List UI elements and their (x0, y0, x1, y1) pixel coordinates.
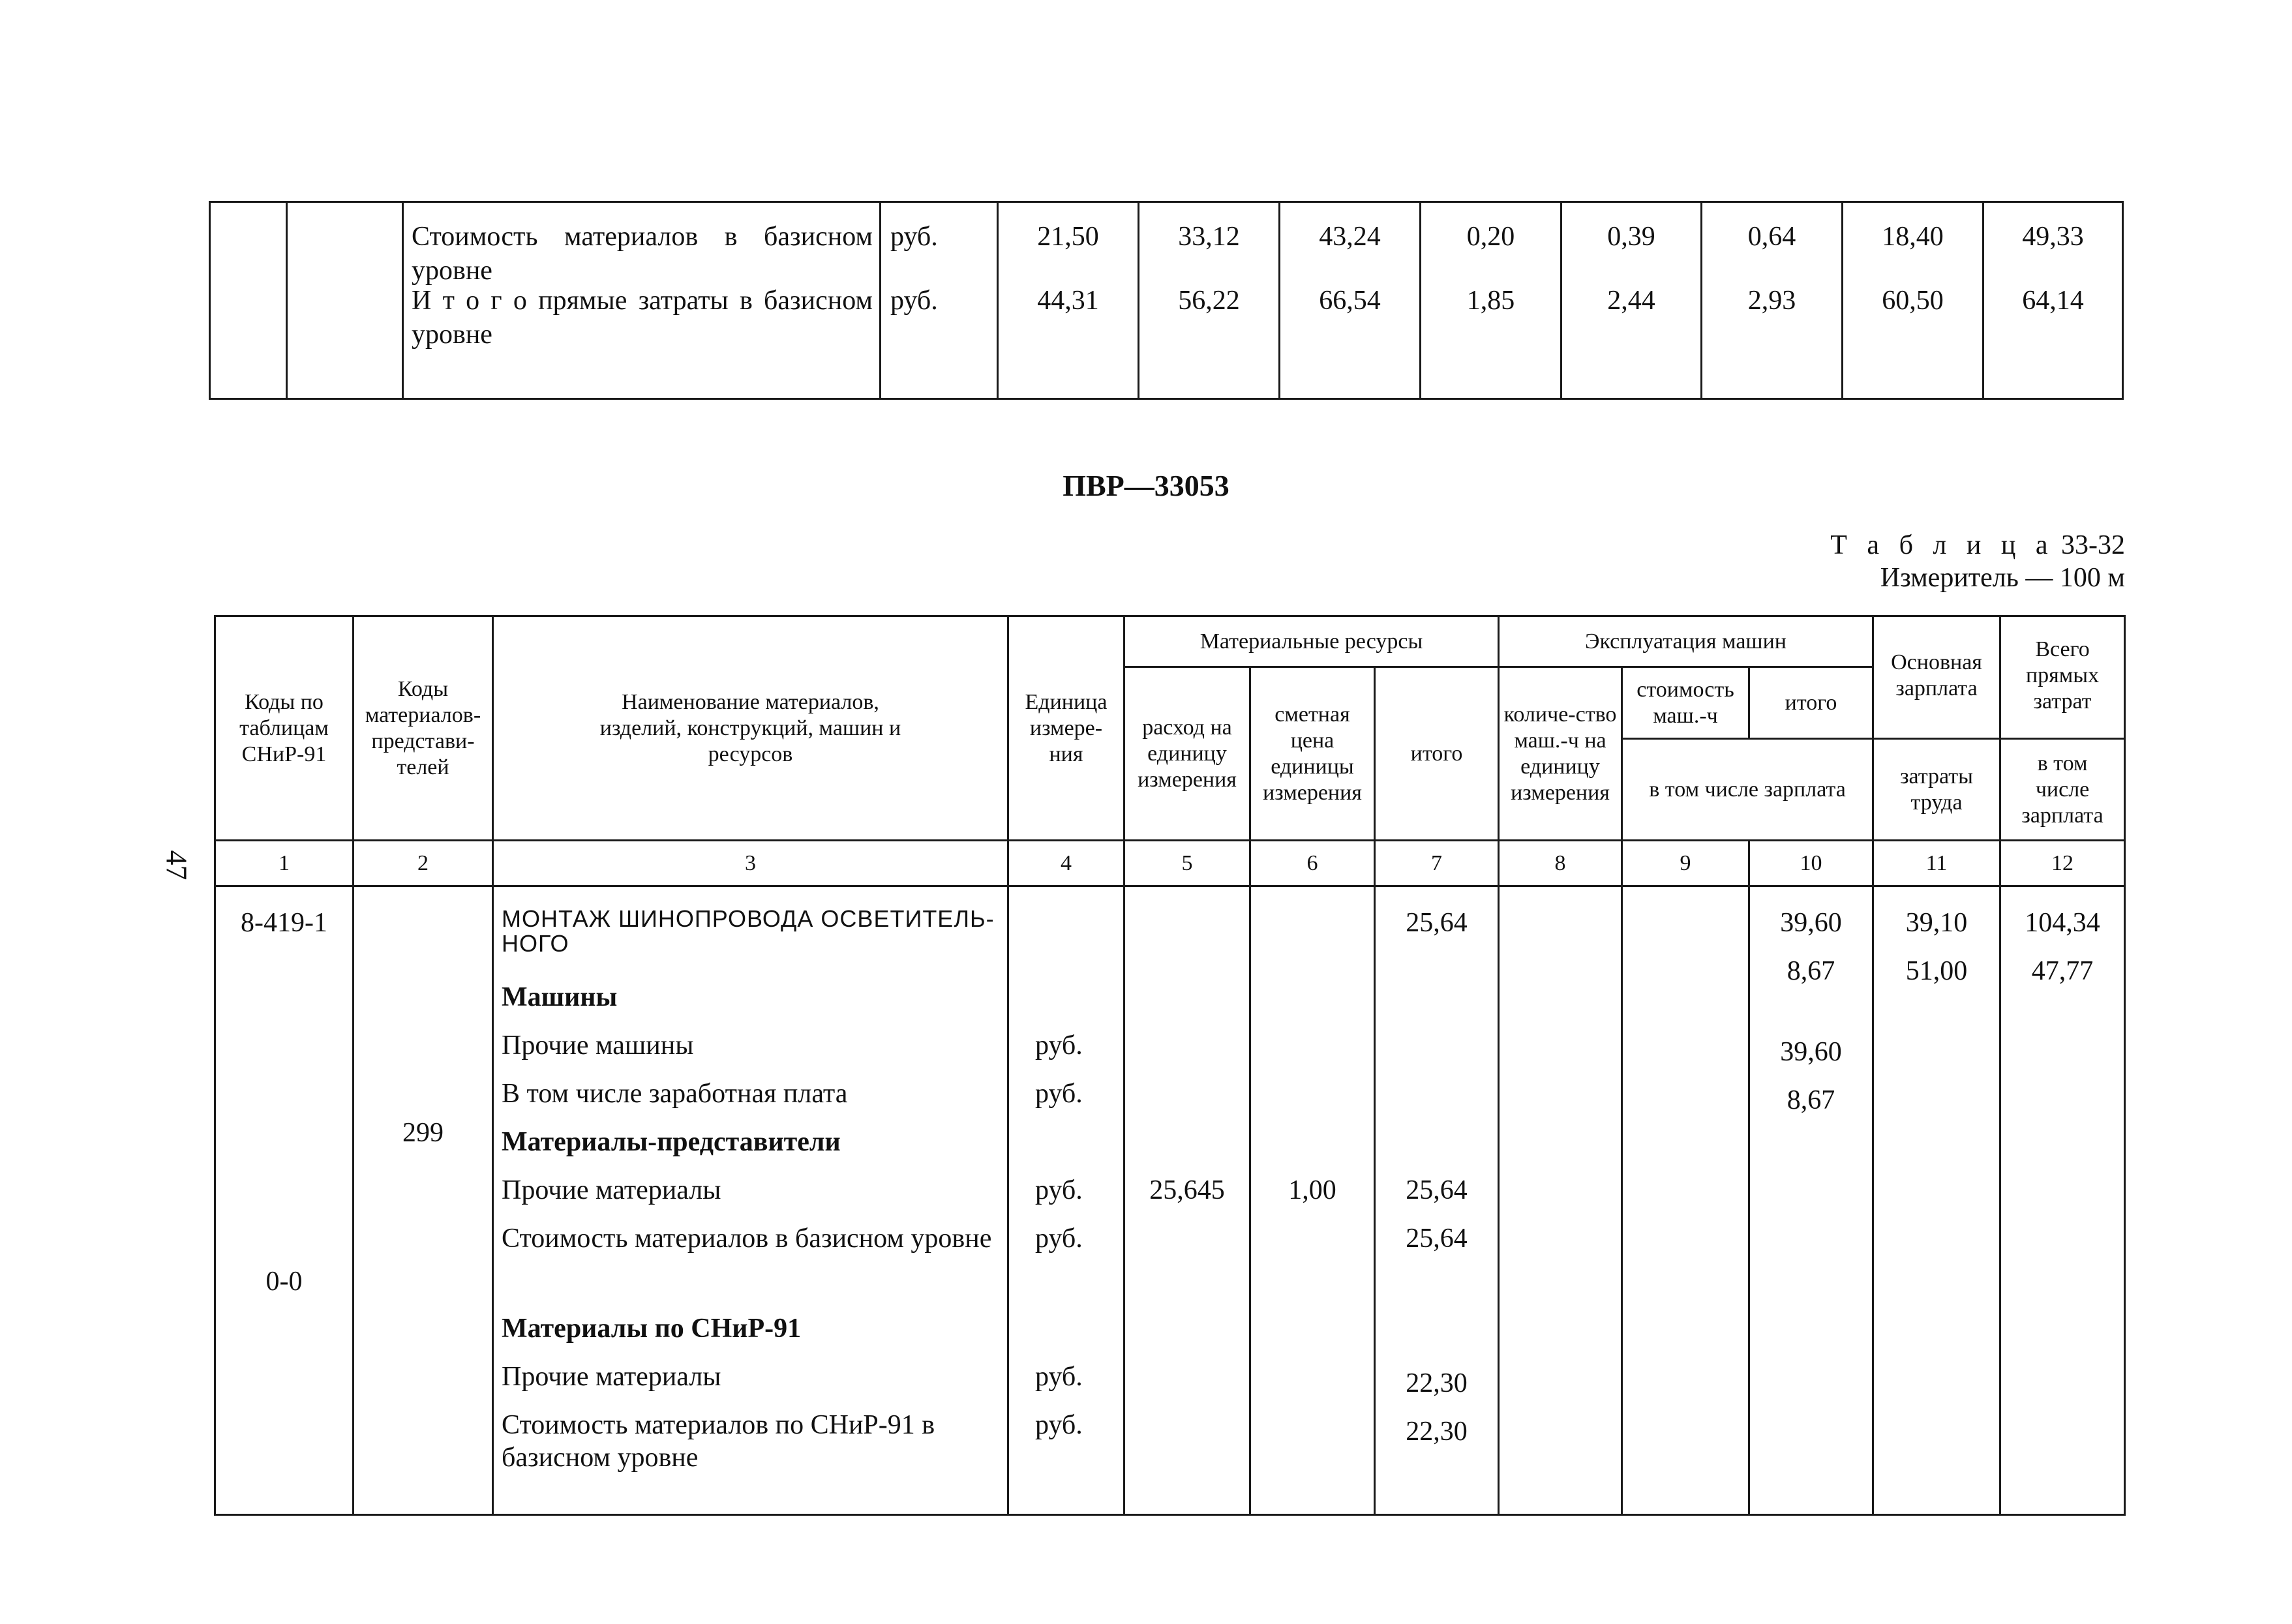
value-cell (1421, 202, 1561, 399)
header-cell (1873, 616, 2000, 739)
header-cell (1622, 667, 1749, 739)
value-cell (1983, 202, 2123, 399)
column-number: 2 (354, 841, 493, 886)
header-text: Коды материалов-представи-телей (365, 676, 481, 779)
unit-value: руб. (1035, 1175, 1083, 1205)
unit-value: руб. (890, 286, 938, 316)
direct-cost-wage-value: 47,77 (2031, 956, 2094, 986)
rep-codes-cell (354, 886, 493, 1515)
labor-value: 51,00 (1905, 956, 1968, 986)
header-group-machines: Эксплуатация машин (1499, 616, 1873, 667)
section-heading: Материалы по СНиР-91 (502, 1314, 802, 1344)
header-cell (354, 616, 493, 841)
value: 2,44 (1607, 286, 1655, 316)
header-cell (1873, 739, 2000, 841)
value: 33,12 (1178, 222, 1240, 252)
value: 0,64 (1747, 222, 1796, 252)
table-number (1830, 530, 2125, 561)
column-number: 5 (1124, 841, 1250, 886)
wages-cell (1873, 886, 2000, 1515)
total-value: 22,30 (1406, 1368, 1468, 1398)
value: 21,50 (1037, 222, 1099, 252)
value-cell (1139, 202, 1280, 399)
column-number: 9 (1622, 841, 1749, 886)
wage-value: 39,10 (1905, 908, 1968, 938)
header-text: расход на единицу измерения (1138, 715, 1237, 792)
row-name: Стоимость материалов по СНиР-91 в базисном уровне (502, 1410, 935, 1473)
column-number: 11 (1873, 841, 2000, 886)
row-name: Прочие машины (502, 1030, 694, 1060)
value-cell (1843, 202, 1983, 399)
header-cell (1250, 667, 1375, 841)
table-body-row (215, 886, 2125, 1515)
header-text: в том числе зарплата (1649, 777, 1846, 802)
value-cell (1561, 202, 1702, 399)
page-number: 47 (160, 850, 194, 880)
representative-code: 299 (402, 1118, 444, 1148)
column-number: 3 (493, 841, 1008, 886)
machines-value: 8,67 (1787, 956, 1835, 986)
value: 0,20 (1466, 222, 1515, 252)
norms-table (214, 615, 2126, 1516)
total-value: 25,64 (1406, 1175, 1468, 1205)
value: 64,14 (2022, 286, 2084, 316)
value: 60,50 (1882, 286, 1944, 316)
column-number: 7 (1375, 841, 1499, 886)
measure-unit: Измеритель — 100 м (1880, 563, 2125, 593)
unit-value: руб. (1035, 1224, 1083, 1254)
itogo-label: И т о г о (412, 286, 527, 316)
codes-cell (215, 886, 354, 1515)
header-cell (1008, 616, 1124, 841)
units-cell (1008, 886, 1124, 1515)
header-cell (1749, 667, 1873, 739)
total-value: 22,30 (1406, 1417, 1468, 1447)
name-cell (403, 202, 881, 399)
column-number: 4 (1008, 841, 1124, 886)
header-text: Коды по таблицам СНиР-91 (239, 689, 329, 766)
header-text: Наименование материалов, изделий, конструкций, машин и ресурсов (599, 689, 901, 766)
total-value: 25,64 (1406, 908, 1468, 938)
column-number: 12 (2000, 841, 2125, 886)
empty-cell (210, 202, 287, 399)
table-code: 0-0 (265, 1267, 303, 1297)
consumption-value: 25,645 (1149, 1175, 1225, 1205)
machine-hours-cell (1499, 886, 1622, 1515)
value: 44,31 (1037, 286, 1099, 316)
machines-value: 39,60 (1780, 1037, 1842, 1067)
header-cell (2000, 616, 2125, 739)
header-cell (1375, 667, 1499, 841)
row-name: Прочие материалы (502, 1175, 721, 1205)
empty-cell (287, 202, 403, 399)
direct-costs-cell (2000, 886, 2125, 1515)
header-cell (215, 616, 354, 841)
row-name-total-direct (404, 284, 879, 375)
header-text: итого (1785, 690, 1837, 715)
names-cell (493, 886, 1008, 1515)
value: 2,93 (1747, 286, 1796, 316)
header-text: в том числе зарплата (2021, 751, 2104, 828)
unit-value: руб. (1035, 1362, 1083, 1392)
column-number: 6 (1250, 841, 1375, 886)
value: 1,85 (1466, 286, 1515, 316)
value-cell (1702, 202, 1843, 399)
document-title: ПВР—33053 (1063, 469, 1229, 502)
header-text: итого (1410, 741, 1463, 766)
value-cell (998, 202, 1139, 399)
value: 18,40 (1882, 222, 1944, 252)
header-cell (2000, 739, 2125, 841)
header-text: Единица измере-ния (1025, 689, 1108, 766)
section-heading: Машины (502, 982, 618, 1012)
column-number: 10 (1749, 841, 1873, 886)
section-heading: Материалы-представители (502, 1127, 841, 1157)
row-name: Прочие материалы (502, 1362, 721, 1392)
row-name-materials-cost: Стоимость материалов в базисном уровне (412, 222, 873, 286)
consumption-cell (1124, 886, 1250, 1515)
continuation-table (209, 201, 2124, 400)
header-cell (1499, 667, 1622, 841)
machines-value: 8,67 (1787, 1085, 1835, 1115)
header-cell (1124, 667, 1250, 841)
row-name: В том числе заработная плата (502, 1079, 848, 1109)
column-number: 8 (1499, 841, 1622, 886)
price-value: 1,00 (1288, 1175, 1336, 1205)
header-text: Основная зарплата (1891, 650, 1982, 700)
value: 56,22 (1178, 286, 1240, 316)
table-id: 33-32 (2061, 530, 2125, 560)
header-text: затраты труда (1900, 764, 1973, 815)
header-row (215, 616, 2125, 667)
total-value: 25,64 (1406, 1224, 1468, 1254)
value: 49,33 (2022, 222, 2084, 252)
unit-value: руб. (1035, 1030, 1083, 1060)
unit-value: руб. (890, 222, 938, 252)
continuation-row (210, 202, 2123, 399)
direct-cost-value: 104,34 (2025, 908, 2100, 938)
machines-value: 39,60 (1780, 908, 1842, 938)
column-number: 1 (215, 841, 354, 886)
header-text: Всего прямых затрат (2025, 637, 2100, 714)
header-text: количе-ство маш.-ч на единицу измерения (1503, 702, 1617, 805)
value-cell (1280, 202, 1421, 399)
header-cell (1622, 739, 1873, 841)
itogo-text: прямые затраты в базисном уровне (412, 286, 873, 350)
unit-cell (881, 202, 998, 399)
header-cell (493, 616, 1008, 841)
unit-value: руб. (1035, 1410, 1083, 1440)
header-text: стоимость маш.-ч (1636, 677, 1734, 728)
machines-total-cell (1749, 886, 1873, 1515)
row-name: Стоимость материалов в базисном уровне (502, 1224, 992, 1254)
unit-value: руб. (1035, 1079, 1083, 1109)
materials-total-cell (1375, 886, 1499, 1515)
column-number-row (215, 841, 2125, 886)
value: 66,54 (1319, 286, 1381, 316)
table-code: 8-419-1 (241, 908, 327, 938)
value: 0,39 (1607, 222, 1655, 252)
work-title: МОНТАЖ ШИНОПРОВОДА ОСВЕТИТЕЛЬ-НОГО (502, 905, 995, 957)
machine-hour-cost-cell (1622, 886, 1749, 1515)
table-label: Т а б л и ц а (1830, 530, 2055, 560)
price-cell (1250, 886, 1375, 1515)
header-group-materials: Материальные ресурсы (1124, 616, 1499, 667)
value: 43,24 (1319, 222, 1381, 252)
header-text: сметная цена единицы измерения (1263, 702, 1362, 805)
